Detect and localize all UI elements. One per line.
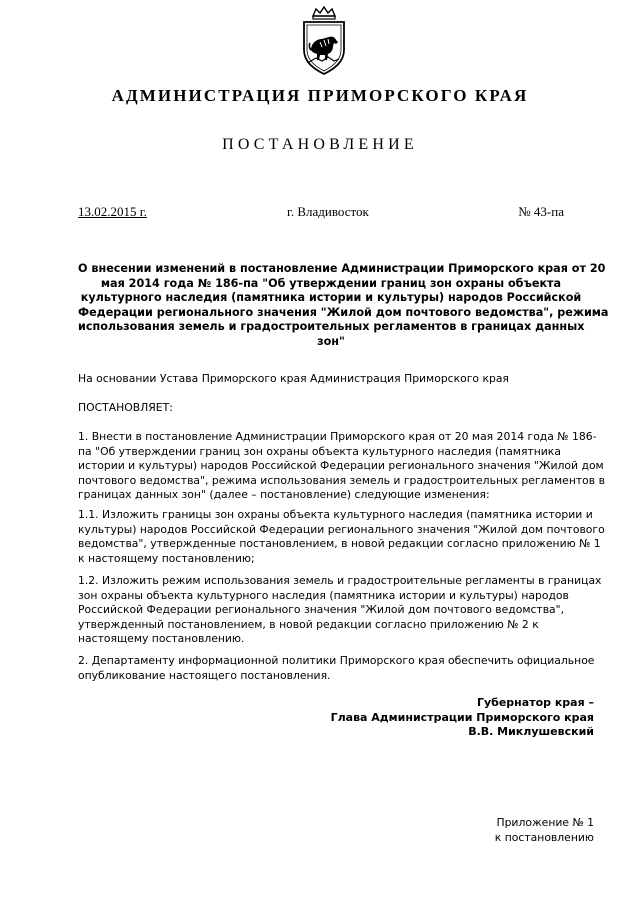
text-line: На основании Устава Приморского края Администрация Приморского края (78, 372, 509, 385)
document-type: ПОСТАНОВЛЕНИЕ (222, 136, 418, 153)
text-line: 1.2. Изложить режим использования земель и градостроительные регламенты в границах (78, 574, 602, 587)
text-line: настоящему постановлению. (78, 632, 245, 646)
document-number: № 43-па (518, 204, 564, 219)
text-line: Российской Федерации регионального значения "Жилой дом почтового ведомства", (78, 603, 565, 617)
text-line: использования земель и градостроительных регламентов в границах данных (78, 320, 585, 334)
signature-position-line-2: Глава Администрации Приморского края (330, 710, 594, 724)
text-line: 2. Департаменту информационной политики Приморского края обеспечить официальное (78, 654, 595, 667)
appendix-note (495, 816, 594, 845)
signature-name: В.В. Миклушевский (468, 725, 594, 739)
text-line: культуры) народов Российской Федерации регионального значения "Жилой дом почтового (78, 522, 605, 536)
signature-position-line-1: Губернатор края – (476, 696, 594, 709)
text-line: ПОСТАНОВЛЯЕТ: (78, 401, 173, 414)
paragraph-item-1 (78, 430, 605, 503)
text-line: Федерации регионального значения "Жилой дом почтового ведомства", режима (78, 305, 609, 319)
text-line: опубликование настоящего постановления. (78, 668, 331, 682)
paragraph-item-1-2 (78, 574, 602, 647)
organization-title: АДМИНИСТРАЦИЯ ПРИМОРСКОГО КРАЯ (111, 86, 529, 105)
text-line: зон охраны объекта культурного наследия (памятника истории и культуры) народов (78, 588, 569, 602)
text-line: О внесении изменений в постановление Администрации Приморского края от 20 (78, 262, 606, 275)
document-city: г. Владивосток (287, 204, 369, 219)
document-date: 13.02.2015 г. (78, 204, 147, 219)
document-meta-row (78, 204, 564, 222)
paragraph-item-1-1 (78, 508, 605, 566)
text-line: почтового ведомства", режима использования земель и градостроительных регламентов в (78, 473, 605, 487)
text-line: культурного наследия (памятника истории и культуры) народов Российской (80, 291, 582, 305)
text-line: па "Об утверждении границ зон охраны объекта культурного наследия (памятника (78, 444, 561, 458)
paragraph-resolves (78, 401, 592, 416)
paragraph-basis (78, 372, 592, 387)
paragraph-item-2 (78, 654, 595, 683)
text-line: ведомства", утвержденные постановлением, в новой редакции согласно приложению № 1 (78, 537, 601, 551)
appendix-line-2: к постановлению (494, 830, 594, 844)
text-line: утвержденный постановлением, в новой редакции согласно приложению № 2 к (78, 617, 539, 631)
text-line: 1. Внести в постановление Администрации Приморского края от 20 мая 2014 года № 186- (78, 430, 597, 443)
text-line: 1.1. Изложить границы зон охраны объекта культурного наследия (памятника истории и (78, 508, 593, 521)
text-line: к настоящему постановлению; (78, 551, 255, 565)
text-line: зон" (317, 334, 345, 348)
document-subject (78, 262, 609, 350)
text-line: истории и культуры) народов Российской Федерации регионального значения "Жилой дом (78, 459, 604, 473)
text-line: мая 2014 года № 186-па "Об утверждении границ зон охраны объекта (100, 276, 562, 290)
coat-of-arms-icon (296, 6, 352, 76)
signature-block (331, 696, 594, 740)
text-line: границах данных зон" (далее – постановление) следующие изменения: (78, 488, 490, 502)
appendix-line-1: Приложение № 1 (496, 816, 594, 829)
